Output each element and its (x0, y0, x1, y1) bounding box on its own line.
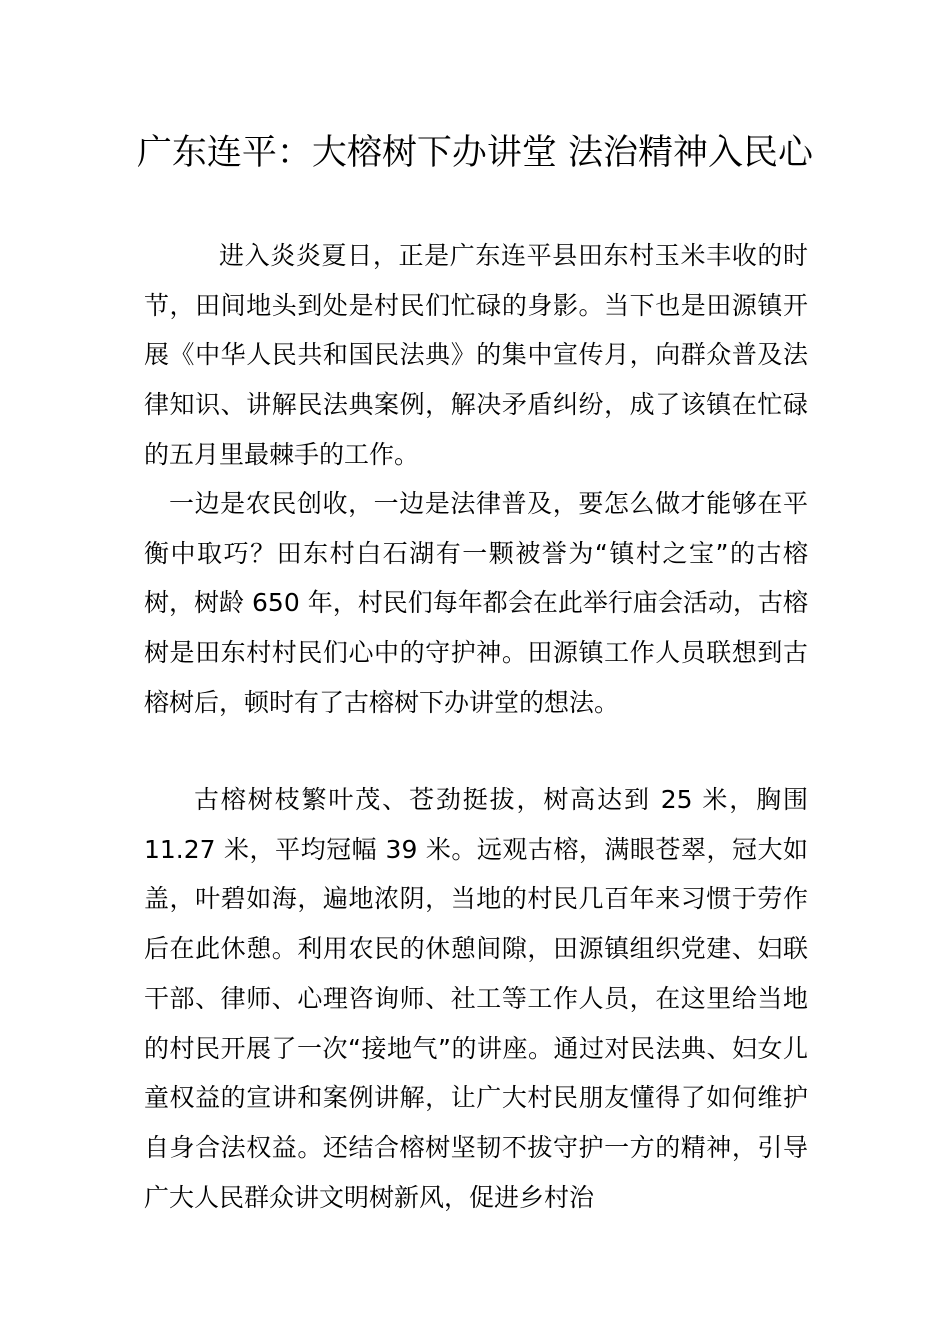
paragraph-harvest-season: 进入炎炎夏日，正是广东连平县田东村玉米丰收的时节，田间地头到处是村民们忙碌的身影。当下也是田源镇开展《中华人民共和国民法典》的集中宣传月，向群众普及法律知识、讲解民法典案例，解决矛盾纠纷，成了该镇在忙碌的五月里最棘手的工作。 (144, 241, 808, 469)
paragraph-banyan-lecture: 古榕树枝繁叶茂、苍劲挺拔，树高达到 25 米，胸围 11.27 米，平均冠幅 39 米。远观古榕，满眼苍翠，冠大如盖，叶碧如海，遍地浓阴，当地的村民几百年来习惯于劳作后在此休憩。利用农民的休憩间隙，田源镇组织党建、妇联干部、律师、心理咨询师、社工等工作人员，在这里给当地的村民开展了一次“接地气”的讲座。通过对民法典、妇女儿童权益的宣讲和案例讲解，让广大村民朋友懂得了如何维护自身合法权益。还结合榕树坚韧不拔守护一方的精神，引导广大人民群众讲文明树新风，促进乡村治 (144, 785, 808, 1212)
document-title: 广东连平：大榕树下办讲堂 法治精神入民心 (136, 133, 814, 173)
paragraph-banyan-idea: 一边是农民创收，一边是法律普及，要怎么做才能够在平衡中取巧？田东村白石湖有一颗被誉为“镇村之宝”的古榕树，树龄 650 年，村民们每年都会在此举行庙会活动，古榕树是田东村村民们心中的守护神。田源镇工作人员联想到古榕树后，顿时有了古榕树下办讲堂的想法。 (144, 489, 808, 717)
